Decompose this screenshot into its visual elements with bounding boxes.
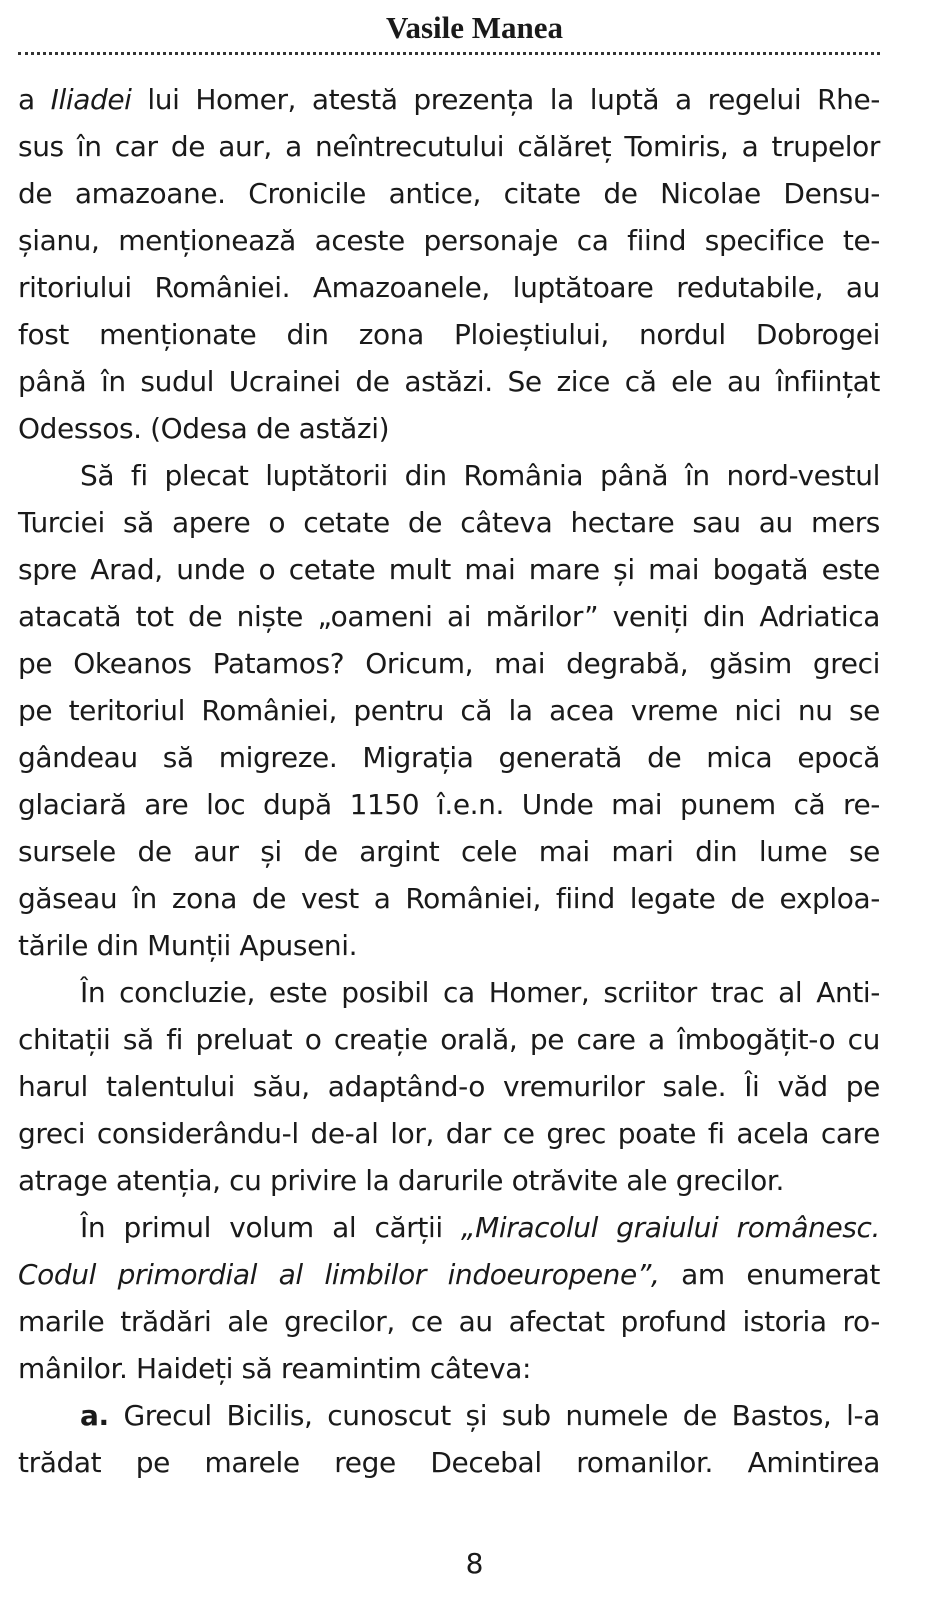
- text-line: [18, 1439, 880, 1486]
- text-line: [18, 1110, 880, 1157]
- text-line: [18, 1392, 880, 1439]
- text-run: Grecul Bicilis, cunoscut și sub numele de Bastos, l-a: [108, 1399, 880, 1432]
- text-line: [18, 781, 880, 828]
- text-line: [18, 546, 880, 593]
- text-line: [18, 875, 880, 922]
- text-line: [18, 922, 880, 969]
- italic-text-run: Codul primordial al limbilor indoeuropene”,: [18, 1258, 660, 1291]
- text-run: pe teritoriul României, pentru că la acea vreme nici nu se: [18, 694, 880, 727]
- text-run: Turciei să apere o cetate de câteva hectare sau au mers: [18, 506, 880, 539]
- text-run: glaciară are loc după 1150 î.e.n. Unde mai punem că re-: [18, 788, 880, 821]
- text-line: [18, 76, 880, 123]
- text-run: Să fi plecat luptătorii din România până în nord-vestul: [80, 459, 880, 492]
- text-run: ritoriului României. Amazoanele, luptătoare redutabile, au: [18, 271, 880, 304]
- text-run: În primul volum al cărții: [80, 1211, 462, 1244]
- text-line: [18, 358, 880, 405]
- text-run: chitații să fi preluat o creație orală, pe care a îmbogățit-o cu: [18, 1023, 880, 1056]
- text-run: găseau în zona de vest a României, fiind legate de exploa-: [18, 882, 880, 915]
- text-line: [18, 1345, 880, 1392]
- italic-text-run: Iliadei: [50, 83, 132, 116]
- text-line: [18, 1298, 880, 1345]
- text-run: Odessos. (Odesa de astăzi): [18, 412, 390, 445]
- text-line: [18, 405, 880, 452]
- italic-text-run: „Miracolul graiului românesc.: [461, 1211, 880, 1244]
- text-line: [18, 734, 880, 781]
- text-line: [18, 687, 880, 734]
- text-line: [18, 593, 880, 640]
- text-line: [18, 1157, 880, 1204]
- page-number: 8: [465, 1547, 484, 1580]
- text-line: [18, 264, 880, 311]
- text-line: [18, 311, 880, 358]
- text-run: tările din Munții Apuseni.: [18, 929, 358, 962]
- text-run: În concluzie, este posibil ca Homer, scriitor trac al Anti-: [80, 976, 880, 1009]
- text-line: [18, 217, 880, 264]
- text-run: sursele de aur și de argint cele mai mari din lume se: [18, 835, 880, 868]
- text-run: până în sudul Ucrainei de astăzi. Se zice că ele au înființat: [18, 365, 880, 398]
- text-run: mânilor. Haideți să reamintim câteva:: [18, 1352, 532, 1385]
- text-line: [18, 1251, 880, 1298]
- list-marker: a.: [80, 1399, 109, 1432]
- text-line: [18, 499, 880, 546]
- text-run: fost menționate din zona Ploieștiului, nordul Dobrogei: [18, 318, 880, 351]
- text-run: lui Homer, atestă prezența la luptă a regelui Rhe-: [131, 83, 881, 116]
- text-run: am enumerat: [659, 1258, 880, 1291]
- text-run: pe Okeanos Patamos? Oricum, mai degrabă, găsim greci: [18, 647, 880, 680]
- text-line: [18, 969, 880, 1016]
- text-run: greci considerându-l de-al lor, dar ce grec poate fi acela care: [18, 1117, 880, 1150]
- text-run: atrage atenția, cu privire la darurile otrăvite ale grecilor.: [18, 1164, 784, 1197]
- text-line: [18, 828, 880, 875]
- text-run: marile trădări ale grecilor, ce au afectat profund istoria ro-: [18, 1305, 880, 1338]
- text-line: [18, 1063, 880, 1110]
- text-line: [18, 640, 880, 687]
- text-run: gândeau să migreze. Migrația generată de mica epocă: [18, 741, 880, 774]
- running-head-author: Vasile Manea: [385, 10, 564, 45]
- text-line: [18, 1016, 880, 1063]
- text-line: [18, 452, 880, 499]
- text-line: [18, 170, 880, 217]
- text-run: sus în car de aur, a neîntrecutului călăreț Tomiris, a trupelor: [18, 130, 880, 163]
- text-run: a: [18, 83, 51, 116]
- text-run: spre Arad, unde o cetate mult mai mare și mai bogată este: [18, 553, 880, 586]
- text-run: de amazoane. Cronicile antice, citate de Nicolae Densu-: [18, 177, 880, 210]
- text-run: atacată tot de niște „oameni ai mărilor” veniți din Adriatica: [18, 600, 880, 633]
- header-dotted-rule: [18, 52, 880, 55]
- text-line: [18, 123, 880, 170]
- text-run: trădat pe marele rege Decebal romanilor. Amintirea: [18, 1446, 880, 1479]
- text-run: șianu, menționează aceste personaje ca fiind specifice te-: [18, 224, 880, 257]
- text-line: [18, 1204, 880, 1251]
- body-text: [18, 76, 880, 1486]
- text-run: harul talentului său, adaptând-o vremurilor sale. Îi văd pe: [18, 1070, 880, 1103]
